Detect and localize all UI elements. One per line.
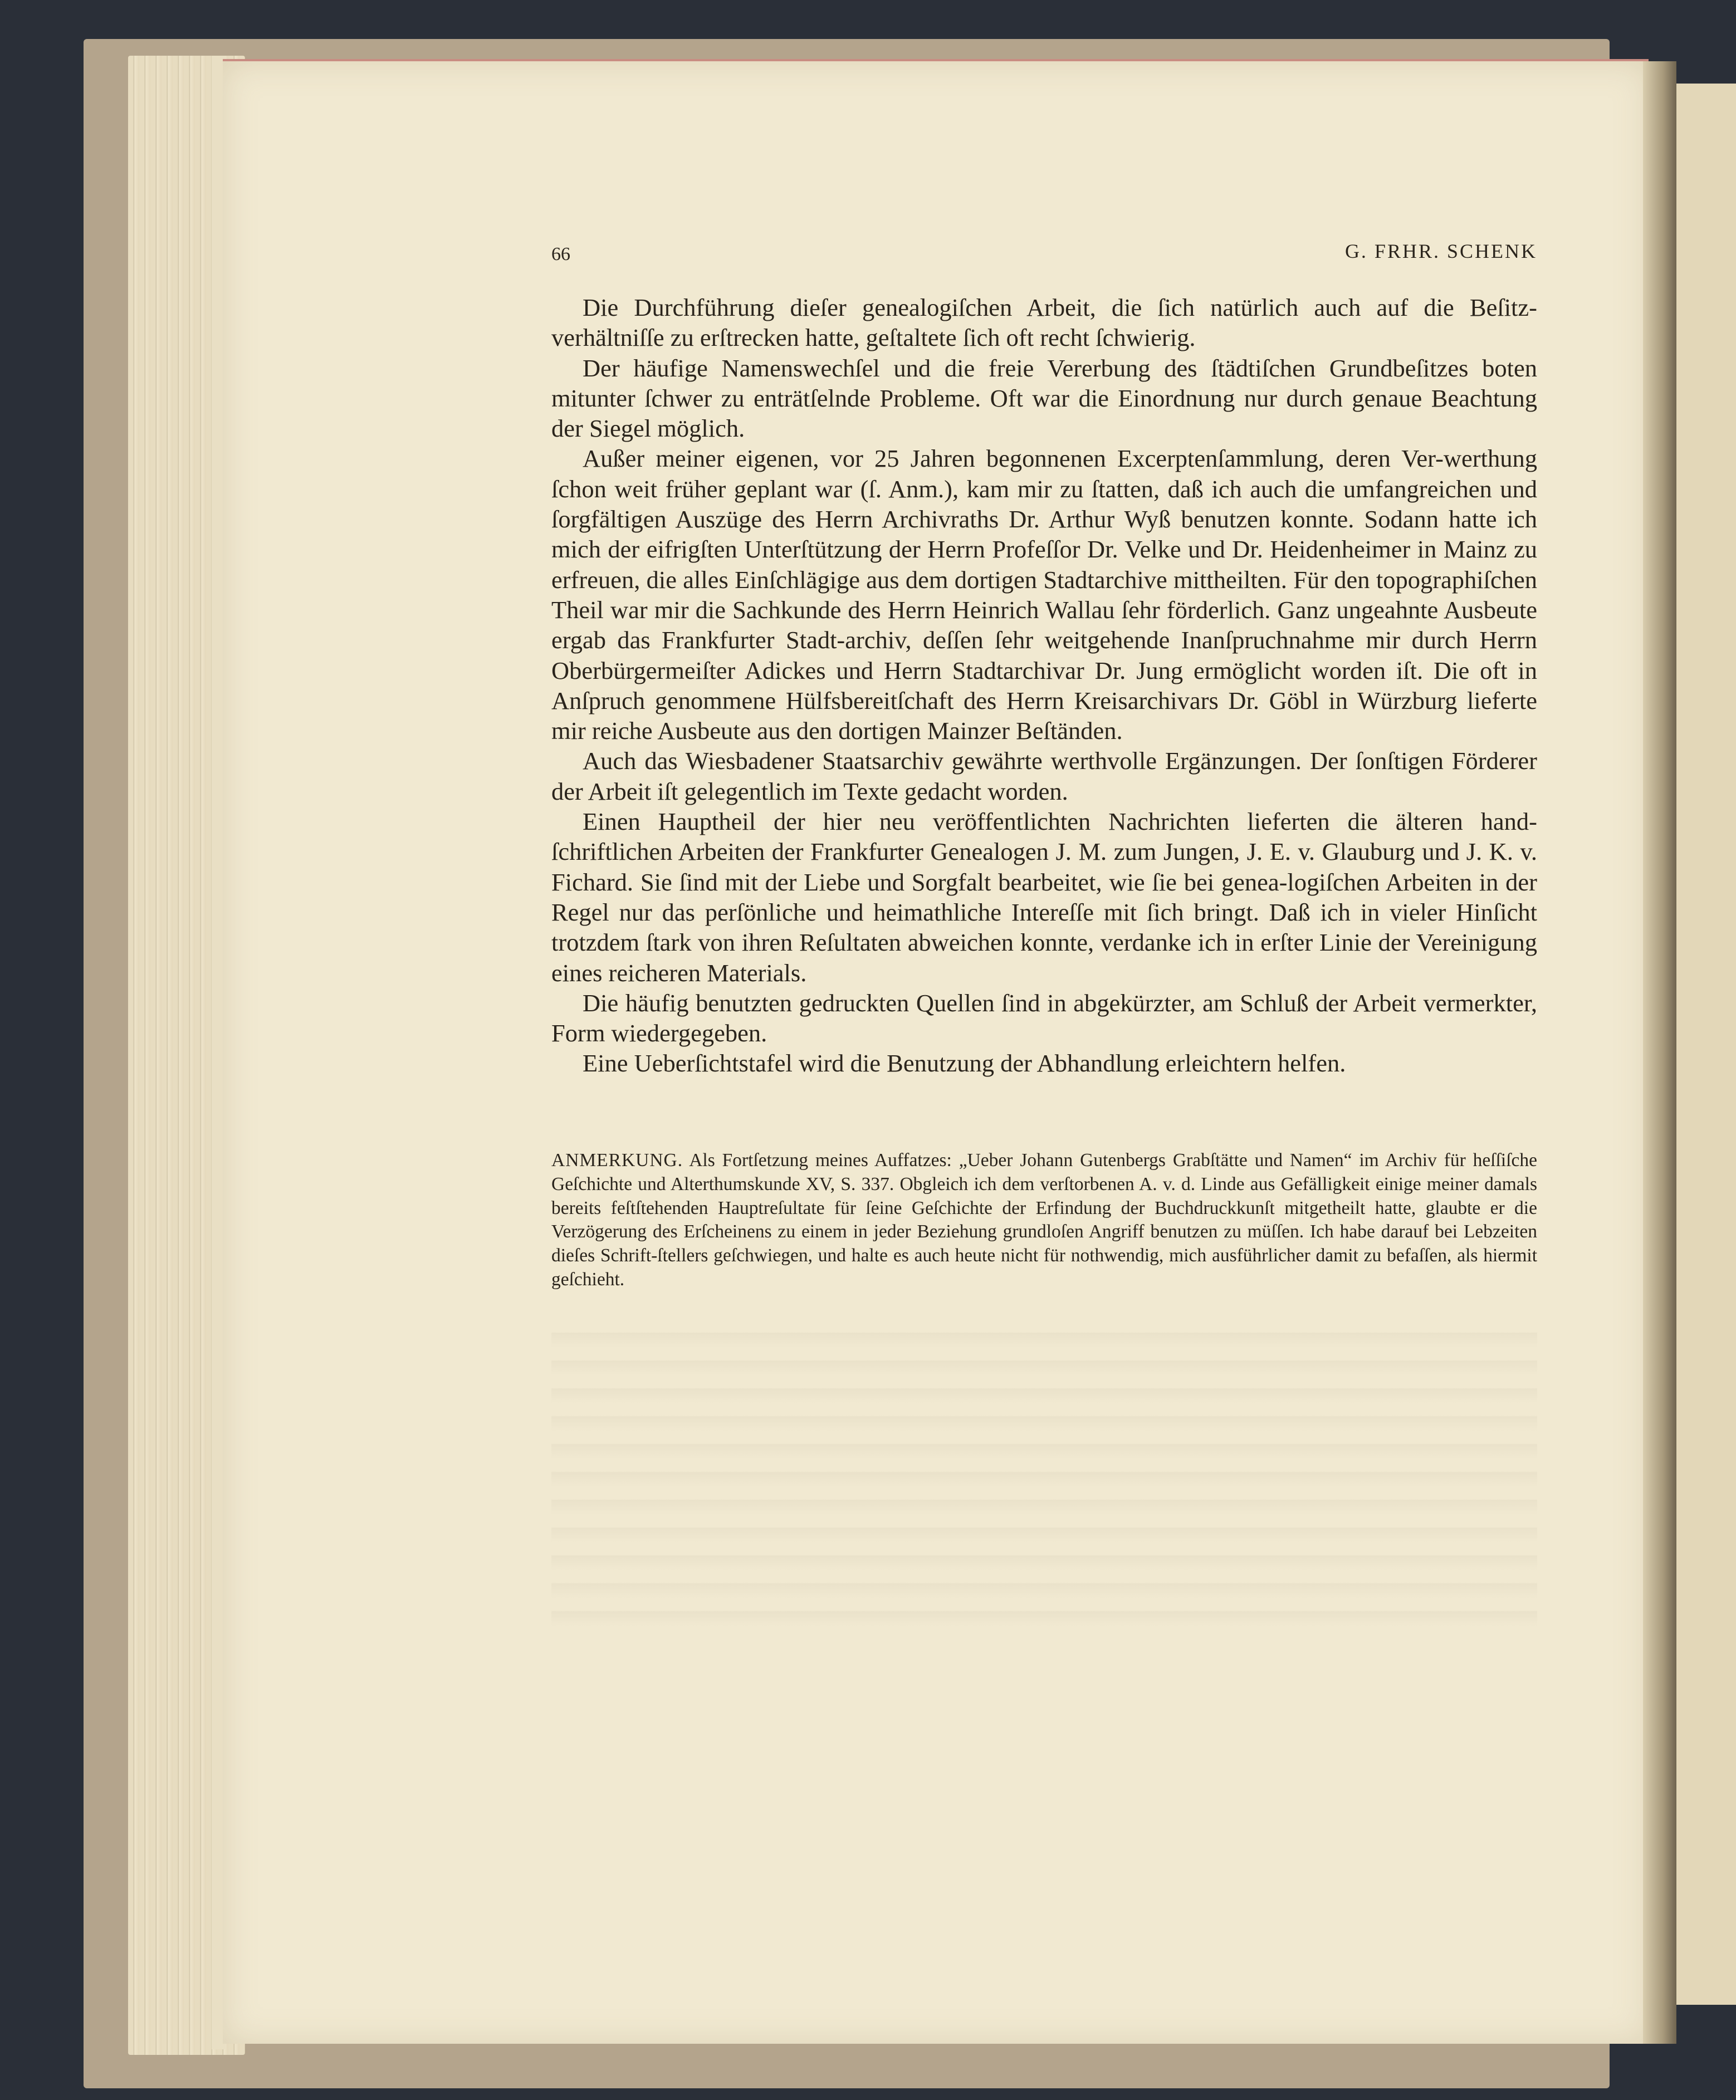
page-number: 66 (551, 244, 570, 265)
paragraph: Die häufig benutzten gedruckten Quellen ſind in abgekürzter, am Schluß der Arbeit vermerkter, Form wiedergegeben. (551, 988, 1537, 1047)
show-through-text (551, 1320, 1537, 1632)
paragraph: Die Durchführung dieſer genealogiſchen Arbeit, die ſich natürlich auch auf die Beſitz-verhältniſſe zu erſtrecken hatte, geſtaltete ſich oft recht ſchwierig. (551, 293, 1537, 352)
paragraph: Eine Ueberſichtstafel wird die Benutzung der Abhandlung erleichtern helfen. (583, 1049, 1346, 1078)
paragraph: Auch das Wiesbadener Staatsarchiv gewährte werthvolle Ergänzungen. Der ſonſtigen Förderer der Arbeit iſt gelegentlich im Texte gedacht worden. (551, 747, 1537, 805)
book-gutter (1643, 61, 1676, 2044)
footnote-lead: ANMERKUNG. (551, 1150, 683, 1171)
running-head: G. FRHR. SCHENK (1344, 240, 1537, 262)
paragraph: Der häufige Namenswechſel und die freie Vererbung des ſtädtiſchen Grundbeſitzes boten mitunter ſchwer zu enträtſelnde Probleme. Oft war die Einordnung nur durch genaue Beachtung der Siegel möglich. (551, 354, 1537, 443)
paragraph: Außer meiner eigenen, vor 25 Jahren begonnenen Excerptenſammlung, deren Ver-werthung ſchon weit früher geplant war (ſ. Anm.), kam mir zu ſtatten, daß ich auch die umfangreichen und ſorgfältigen Auszüge des Herrn Archivraths Dr. Arthur Wyß benutzen konnte. Sodann hatte ich mich der eifrigſten Unterſtützung der Herrn Profeſſor Dr. Velke und Dr. Heidenheimer in Mainz zu erfreuen, die alles Einſchlägige aus dem dortigen Stadtarchive mittheilten. Für den topographiſchen Theil war mir die Sachkunde des Herrn Heinrich Wallau ſehr förderlich. Ganz ungeahnte Ausbeute ergab das Frankfurter Stadt-archiv, deſſen ſehr weitgehende Inanſpruchnahme mir durch Herrn Oberbürgermeiſter Adickes und Herrn Stadtarchivar Dr. Jung ermöglicht worden iſt. Die oft in Anſpruch genommene Hülfsbereitſchaft des Herrn Kreisarchivars Dr. Göbl in Würzburg lieferte mir reiche Ausbeute aus den dortigen Mainzer Beſtänden. (551, 444, 1537, 745)
footnote-text: Als Fortſetzung meines Auffatzes: „Ueber Johann Gutenbergs Grabſtätte und Namen“ im Archiv für heſſiſche Geſchichte und Alterthumskunde XV, S. 337. Obgleich ich dem verſtorbenen A. v. d. Linde aus Gefälligkeit einige meiner damals bereits feſtſtehenden Hauptreſultate für ſeine Geſchichte der Erfindung der Buchdruckkunſt mitgetheilt hatte, glaubte er die Verzögerung des Erſcheinens zu einem in jeder Beziehung grundloſen Angriff benutzen zu müſſen. Ich habe darauf bei Lebzeiten dieſes Schrift-ſtellers geſchwiegen, und halte es auch heute nicht für nothwendig, mich ausführlicher damit zu befaſſen, als hiermit geſchieht. (551, 1150, 1537, 1290)
paragraph: Einen Hauptheil der hier neu veröffentlichten Nachrichten lieferten die älteren hand-ſchriftlichen Arbeiten der Frankfurter Genealogen J. M. zum Jungen, J. E. v. Glauburg und J. K. v. Fichard. Sie ſind mit der Liebe und Sorgfalt bearbeitet, wie ſie bei genea-logiſchen Arbeiten in der Regel nur das perſönliche und heimathliche Intereſſe mit ſich bringt. Daß ich in vieler Hinſicht trotzdem ſtark von ihren Reſultaten abweichen konnte, verdanke ich in erſter Linie der Vereinigung eines reicheren Materials. (551, 807, 1537, 987)
page-header (551, 239, 1537, 273)
facing-page (1676, 84, 1736, 2005)
body-text (551, 292, 1537, 1079)
footnote (551, 1149, 1537, 1292)
red-top-edge (223, 59, 1649, 61)
